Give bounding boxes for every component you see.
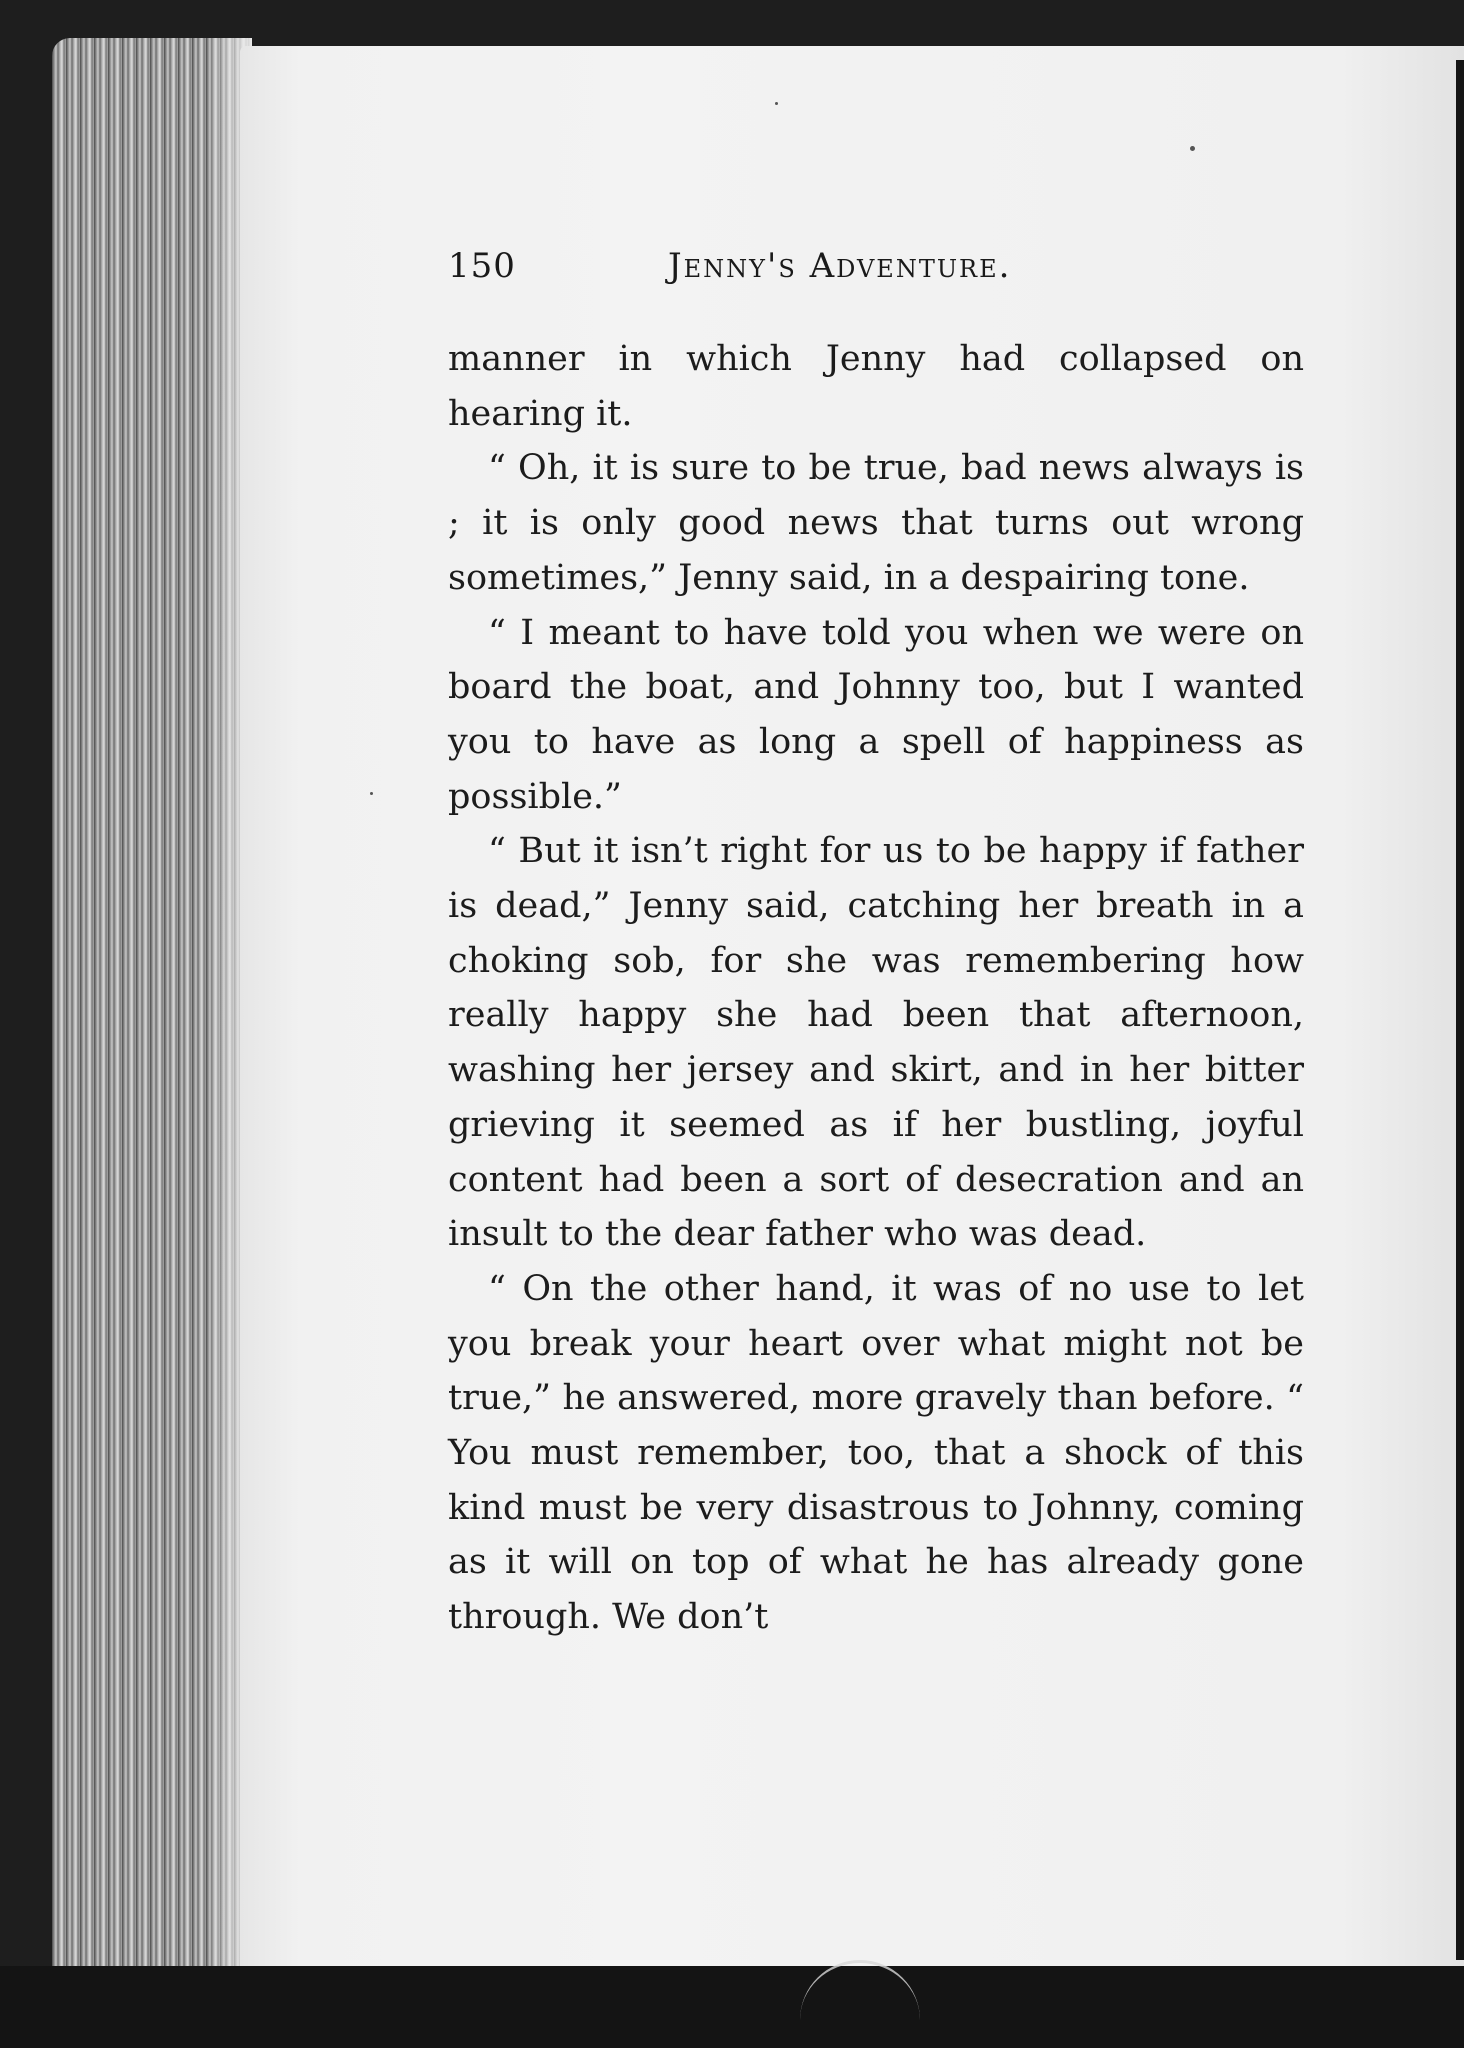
page-number: 150 bbox=[448, 246, 516, 286]
page-edges bbox=[52, 38, 252, 1978]
running-title: Jenny's Adventure. bbox=[668, 246, 1012, 286]
page-right-shadow bbox=[1456, 60, 1464, 1960]
bottom-shadow bbox=[0, 1966, 1464, 2048]
paragraph: “ I meant to have told you when we were on board the boat, and Johnny too, but I wanted you to have as long a spell of happiness as possible.” bbox=[448, 612, 1304, 817]
paragraph: “ But it isn’t right for us to be happy if father is dead,” Jenny said, catching her breath in a choking sob, for she was remembering how really happy she had been that afternoon, washing her jersey and skirt, and in her bitter grieving it seemed as if her bustling, joyful content had been a sort of desecration and an insult to the dear father who was dead. bbox=[448, 831, 1304, 1255]
dust-speck bbox=[775, 102, 778, 105]
page-header bbox=[448, 246, 1308, 296]
body-text bbox=[448, 332, 1304, 1645]
paragraph: manner in which Jenny had collapsed on hearing it. bbox=[448, 339, 1304, 434]
dust-speck bbox=[1190, 146, 1195, 151]
dust-speck bbox=[370, 792, 373, 795]
paragraph: “ Oh, it is sure to be true, bad news always is ; it is only good news that turns out wrong sometimes,” Jenny said, in a despairing tone. bbox=[448, 448, 1304, 598]
paragraph: “ On the other hand, it was of no use to let you break your heart over what might not be true,” he answered, more gravely than before. “ You must remember, too, that a shock of this kind must be very disastrous to Johnny, coming as it will on top of what he has already gone through. We don’t bbox=[448, 1268, 1304, 1638]
